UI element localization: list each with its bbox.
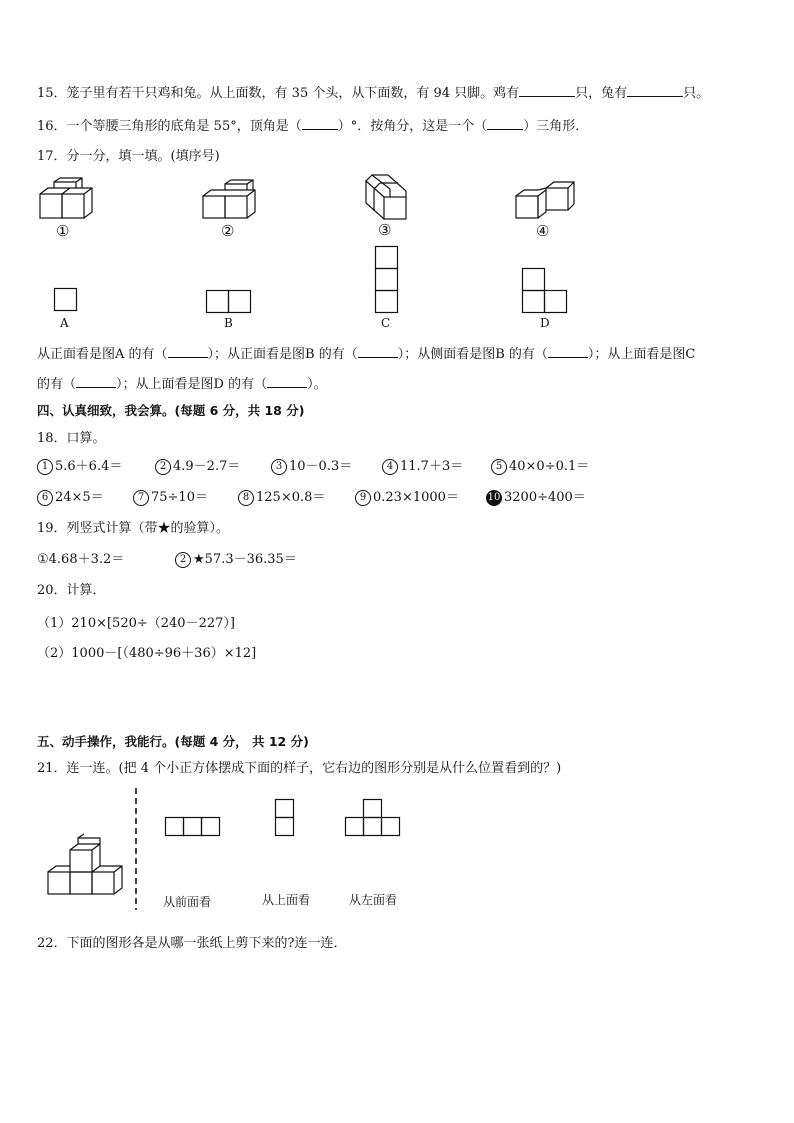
q18-item-10-expr: 3200÷400＝ xyxy=(504,490,586,505)
q17-blank-top-c[interactable] xyxy=(76,374,116,388)
q17-l1-part2: ）；从正面看是图B 的有（ xyxy=(207,347,358,362)
shape-a-grid xyxy=(54,288,78,312)
shape-d-grid xyxy=(522,268,568,314)
q19-title: 19．列竖式计算（带★的验算）。 xyxy=(37,521,230,536)
q15-blank-chicken[interactable] xyxy=(519,83,575,97)
q18-item-4-expr: 11.7＋3＝ xyxy=(400,459,464,474)
question-15 xyxy=(37,83,709,103)
q18-item-5-num: 5 xyxy=(491,459,507,475)
q17-l1-part3: ）；从侧面看是图B 的有（ xyxy=(397,347,548,362)
q17-blank-top-d[interactable] xyxy=(267,374,307,388)
q18-item-1-num: 1 xyxy=(37,459,53,475)
q17-l2-part3: ）。 xyxy=(307,377,327,392)
q18-item-2-num: 2 xyxy=(155,459,171,475)
q19-item-2-num: 2 xyxy=(175,552,191,568)
cube-figure-2 xyxy=(203,180,259,224)
q17-shape-b xyxy=(206,290,252,330)
q17-shape-a xyxy=(54,288,78,330)
q21-view-row xyxy=(165,817,223,841)
q19-item-2-expr: ★57.3－36.35＝ xyxy=(193,552,297,567)
q19-item-1: ①4.68＋3.2＝ xyxy=(37,552,125,567)
q15-end: 只。 xyxy=(683,86,710,101)
q17-shape-d xyxy=(522,268,568,330)
q17-title: 17．分一分，填一填。(填序号) xyxy=(37,149,220,164)
q18-item-4 xyxy=(382,458,463,476)
q21-view-row-grid xyxy=(165,817,223,837)
q18-item-1-expr: 5.6＋6.4＝ xyxy=(55,459,123,474)
shape-a-label: A xyxy=(60,316,69,330)
q18-title: 18．口算。 xyxy=(37,431,106,446)
q16-blank-type[interactable] xyxy=(487,116,523,130)
cube-figure-4 xyxy=(516,182,576,222)
q17-figure-3 xyxy=(364,175,410,239)
shape-d-label: D xyxy=(540,316,550,330)
shape-c-grid xyxy=(375,246,399,314)
q17-l2-part1: 的有（ xyxy=(37,377,77,392)
q21-view-column xyxy=(275,799,295,841)
q18-item-10-num: 10 xyxy=(486,490,502,506)
q17-blank-side-b[interactable] xyxy=(548,344,588,358)
q21-view-t-grid xyxy=(345,799,403,837)
q16-mid: ）°．按角分，这是一个（ xyxy=(337,119,488,134)
q21-dashed-divider xyxy=(134,788,138,910)
q18-item-6 xyxy=(37,489,104,507)
q21-view-t xyxy=(345,799,403,841)
shape-b-grid xyxy=(206,290,252,314)
q18-item-1 xyxy=(37,458,122,476)
q18-item-5-expr: 40×0÷0.1＝ xyxy=(509,459,590,474)
q18-item-2 xyxy=(155,458,240,476)
q18-item-9-num: 9 xyxy=(355,490,371,506)
q21-label-left: 从左面看 xyxy=(349,893,398,907)
q17-figure-2-num: ② xyxy=(221,222,235,240)
q20-item-1: （1）210×[520÷（240－227）] xyxy=(37,616,235,631)
q17-answer-line-1 xyxy=(37,344,695,364)
q18-item-7-num: 7 xyxy=(133,490,149,506)
q17-figure-3-num: ③ xyxy=(378,221,392,239)
q18-item-8 xyxy=(238,489,325,507)
q17-figure-1 xyxy=(38,178,98,240)
q17-figure-2 xyxy=(203,180,259,240)
q22-title: 22．下面的图形各是从哪一张纸上剪下来的?连一连． xyxy=(37,936,347,951)
q16-end: ）三角形． xyxy=(523,119,589,134)
cube-figure-3 xyxy=(364,175,410,223)
q18-item-3 xyxy=(271,458,352,476)
q17-l2-part2: ）；从上面看是图D 的有（ xyxy=(116,377,268,392)
question-16 xyxy=(37,116,588,136)
q20-item-2: （2）1000－[（480÷96＋36）×12] xyxy=(37,646,257,661)
cube-figure-1 xyxy=(38,178,98,223)
q18-item-3-num: 3 xyxy=(271,459,287,475)
section-4-title: 四、认真细致，我会算。(每题 6 分，共 18 分) xyxy=(37,403,305,418)
q19-item-2 xyxy=(175,551,297,569)
q21-cube-structure xyxy=(46,838,126,900)
q17-shape-c xyxy=(375,246,399,330)
q15-mid: 只，兔有 xyxy=(575,86,628,101)
q15-text: 15．笼子里有若干只鸡和兔。从上面数，有 35 个头，从下面数，有 94 只脚。鸡有 xyxy=(37,86,520,101)
q18-item-5 xyxy=(491,458,589,476)
q21-label-front: 从前面看 xyxy=(163,895,212,909)
q21-label-top: 从上面看 xyxy=(262,893,311,907)
section-5-title: 五、动手操作，我能行。(每题 4 分， 共 12 分) xyxy=(37,734,309,749)
shape-b-label: B xyxy=(224,316,233,330)
q18-item-7-expr: 75÷10＝ xyxy=(151,490,208,505)
q15-blank-rabbit[interactable] xyxy=(627,83,683,97)
q16-blank-angle[interactable] xyxy=(302,116,338,130)
shape-c-label: C xyxy=(381,316,391,330)
q17-blank-front-a[interactable] xyxy=(168,344,208,358)
q17-l1-part4: ）；从上面看是图C xyxy=(587,347,696,362)
q20-title: 20．计算． xyxy=(37,583,106,598)
q18-item-4-num: 4 xyxy=(382,459,398,475)
q18-item-6-num: 6 xyxy=(37,490,53,506)
q16-text: 16．一个等腰三角形的底角是 55°，顶角是（ xyxy=(37,119,302,134)
q21-title: 21．连一连。(把 4 个小正方体摆成下面的样子，它右边的图形分别是从什么位置看到的？) xyxy=(37,761,562,776)
q18-item-10 xyxy=(486,489,586,507)
q18-item-6-expr: 24×5＝ xyxy=(55,490,104,505)
q17-l1-part1: 从正面看是图A 的有（ xyxy=(37,347,168,362)
q21-view-column-grid xyxy=(275,799,295,837)
q18-item-8-expr: 125×0.8＝ xyxy=(256,490,326,505)
q17-figure-4-num: ④ xyxy=(536,222,550,240)
q18-item-8-num: 8 xyxy=(238,490,254,506)
q17-answer-line-2 xyxy=(37,374,327,394)
q18-item-9-expr: 0.23×1000＝ xyxy=(373,490,459,505)
q18-item-9 xyxy=(355,489,459,507)
q17-figure-4 xyxy=(516,182,576,240)
q18-item-3-expr: 10－0.3＝ xyxy=(289,459,353,474)
q17-figure-1-num: ① xyxy=(56,222,70,240)
q21-cube-structure-drawing xyxy=(46,838,126,896)
q17-blank-front-b[interactable] xyxy=(358,344,398,358)
q18-item-7 xyxy=(133,489,208,507)
q18-item-2-expr: 4.9－2.7＝ xyxy=(173,459,241,474)
